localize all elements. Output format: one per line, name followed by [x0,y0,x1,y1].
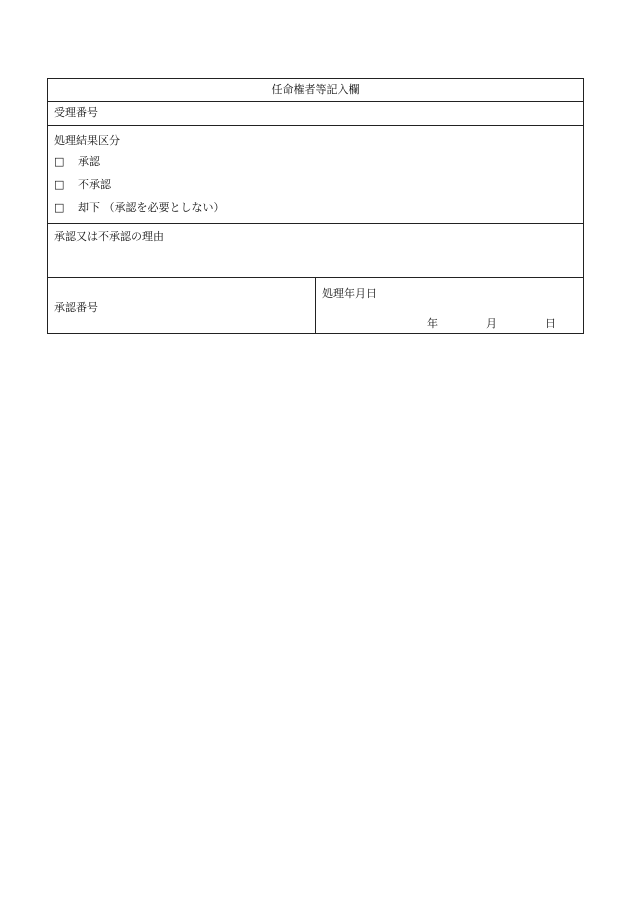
option-approved-label: 承認 [78,155,100,168]
result-category-row [48,126,583,224]
date-month-unit: 月 [486,317,497,330]
option-rejected[interactable] [54,200,225,216]
processing-date-label: 処理年月日 [322,287,377,300]
appointer-entry-table [47,78,584,334]
processing-date-cell[interactable] [316,278,583,333]
reason-row[interactable] [48,224,583,278]
date-year-unit: 年 [427,317,438,330]
reason-label: 承認又は不承認の理由 [54,230,164,243]
table-title: 任命権者等記入欄 [271,83,360,96]
option-approved[interactable] [54,154,100,170]
option-rejected-label: 却下 （承認を必要としない） [78,201,225,214]
approval-number-label: 承認番号 [54,301,98,314]
checkbox-rejected[interactable]: □ [54,201,65,214]
result-category-heading: 処理結果区分 [54,134,120,147]
option-not-approved-label: 不承認 [78,178,111,191]
option-not-approved[interactable] [54,177,111,193]
checkbox-approved[interactable]: □ [54,155,65,168]
approval-date-row [48,278,583,333]
date-day-unit: 日 [545,317,556,330]
checkbox-not-approved[interactable]: □ [54,178,65,191]
approval-number-cell[interactable] [48,278,316,333]
receipt-number-label: 受理番号 [54,106,98,119]
receipt-number-row [48,102,583,126]
table-title-row [48,79,583,102]
